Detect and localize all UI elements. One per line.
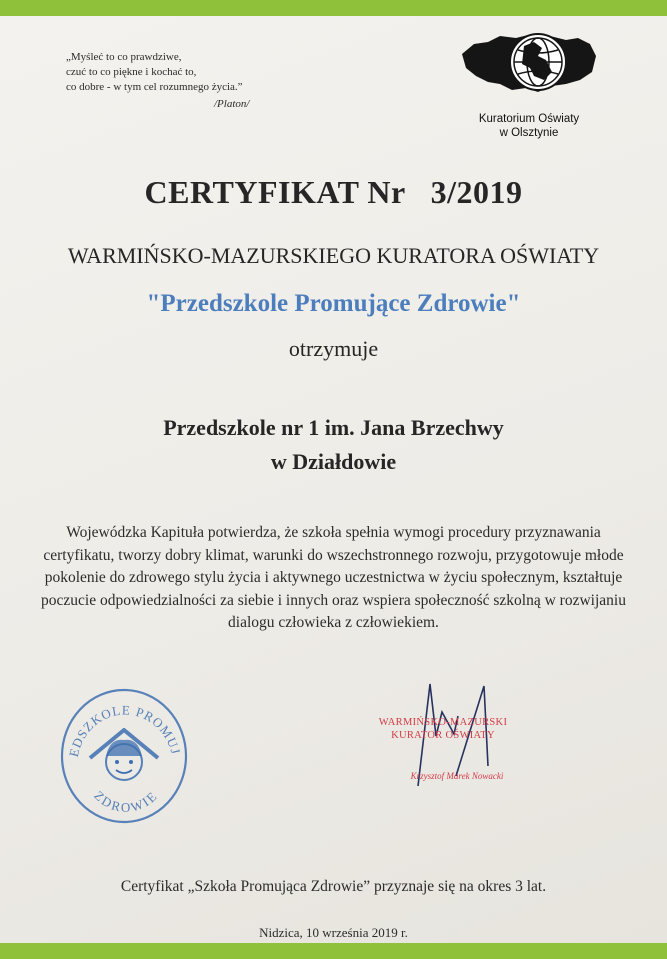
svg-text:ZDROWIE: [91, 788, 160, 815]
stamp-line: KURATOR OŚWIATY: [391, 730, 495, 741]
kurator-stamp: [368, 716, 518, 742]
statement-line: pokolenie do zdrowego stylu życia i aktywnego uczestnictwa w życiu społecznym, kształtuje: [44, 569, 623, 586]
certificate-statement: [30, 522, 637, 635]
certificate-title: CERTYFIKAT Nr 3/2019: [144, 174, 523, 210]
statement-line: poczucie odpowiedzialności za siebie i innych oraz wspiera społeczność szkolną w rozwijaniu: [41, 591, 626, 609]
certificate-issuer: WARMIŃSKO-MAZURSKIEGO KURATORA OŚWIATY: [67, 243, 600, 268]
quote-line: „Myśleć to co prawdziwe,: [66, 51, 182, 63]
org-line: Kuratorium Oświaty: [478, 113, 580, 125]
recipient-name: [0, 411, 667, 479]
program-name: "Przedszkole Promujące Zdrowie": [146, 290, 521, 317]
validity-note: Certyfikat „Szkoła Promująca Zdrowie” przyznaje się na okres 3 lat.: [120, 878, 547, 895]
recipient-line: Przedszkole nr 1 im. Jana Brzechwy: [163, 415, 504, 440]
stamp-line: WARMIŃSKO-MAZURSKI: [378, 717, 508, 728]
certificate-sheet: [0, 16, 667, 943]
quote-line: co dobre - w tym cel rozumnego życia.”: [66, 81, 243, 93]
place-date: Nidzica, 10 września 2019 r.: [259, 925, 408, 940]
seal-text-bottom: ZDROWIE: [91, 787, 161, 815]
program-seal: [54, 676, 194, 826]
kuratorium-logo: [454, 28, 604, 138]
receives-label: otrzymuje: [288, 336, 379, 361]
seal-stamp-icon: [54, 676, 194, 826]
green-frame-bottom: [0, 943, 667, 959]
quote-author: /Platon/: [214, 98, 250, 110]
globe-map-icon: [454, 28, 604, 112]
kuratorium-name: [454, 112, 604, 140]
kurator-signature: [356, 676, 536, 806]
kurator-name: Krzysztof Marek Nowacki: [410, 771, 504, 781]
seal-text-top: EDSZKOLE PROMUJ: [65, 702, 184, 759]
statement-line: Wojewódzka Kapituła potwierdza, że szkoła spełnia wymogi procedury przyznawania: [66, 524, 601, 541]
org-line: w Olsztynie: [499, 127, 559, 139]
statement-line: dialogu człowieka z człowiekiem.: [228, 614, 439, 631]
platon-quote: [66, 50, 296, 112]
recipient-line: w Działdowie: [270, 449, 397, 474]
statement-line: certyfikatu, tworzy dobry klimat, warunki do wszechstronnego rozwoju, przygotowuje młode: [43, 546, 624, 564]
quote-line: czuć to co piękne i kochać to,: [66, 66, 197, 78]
